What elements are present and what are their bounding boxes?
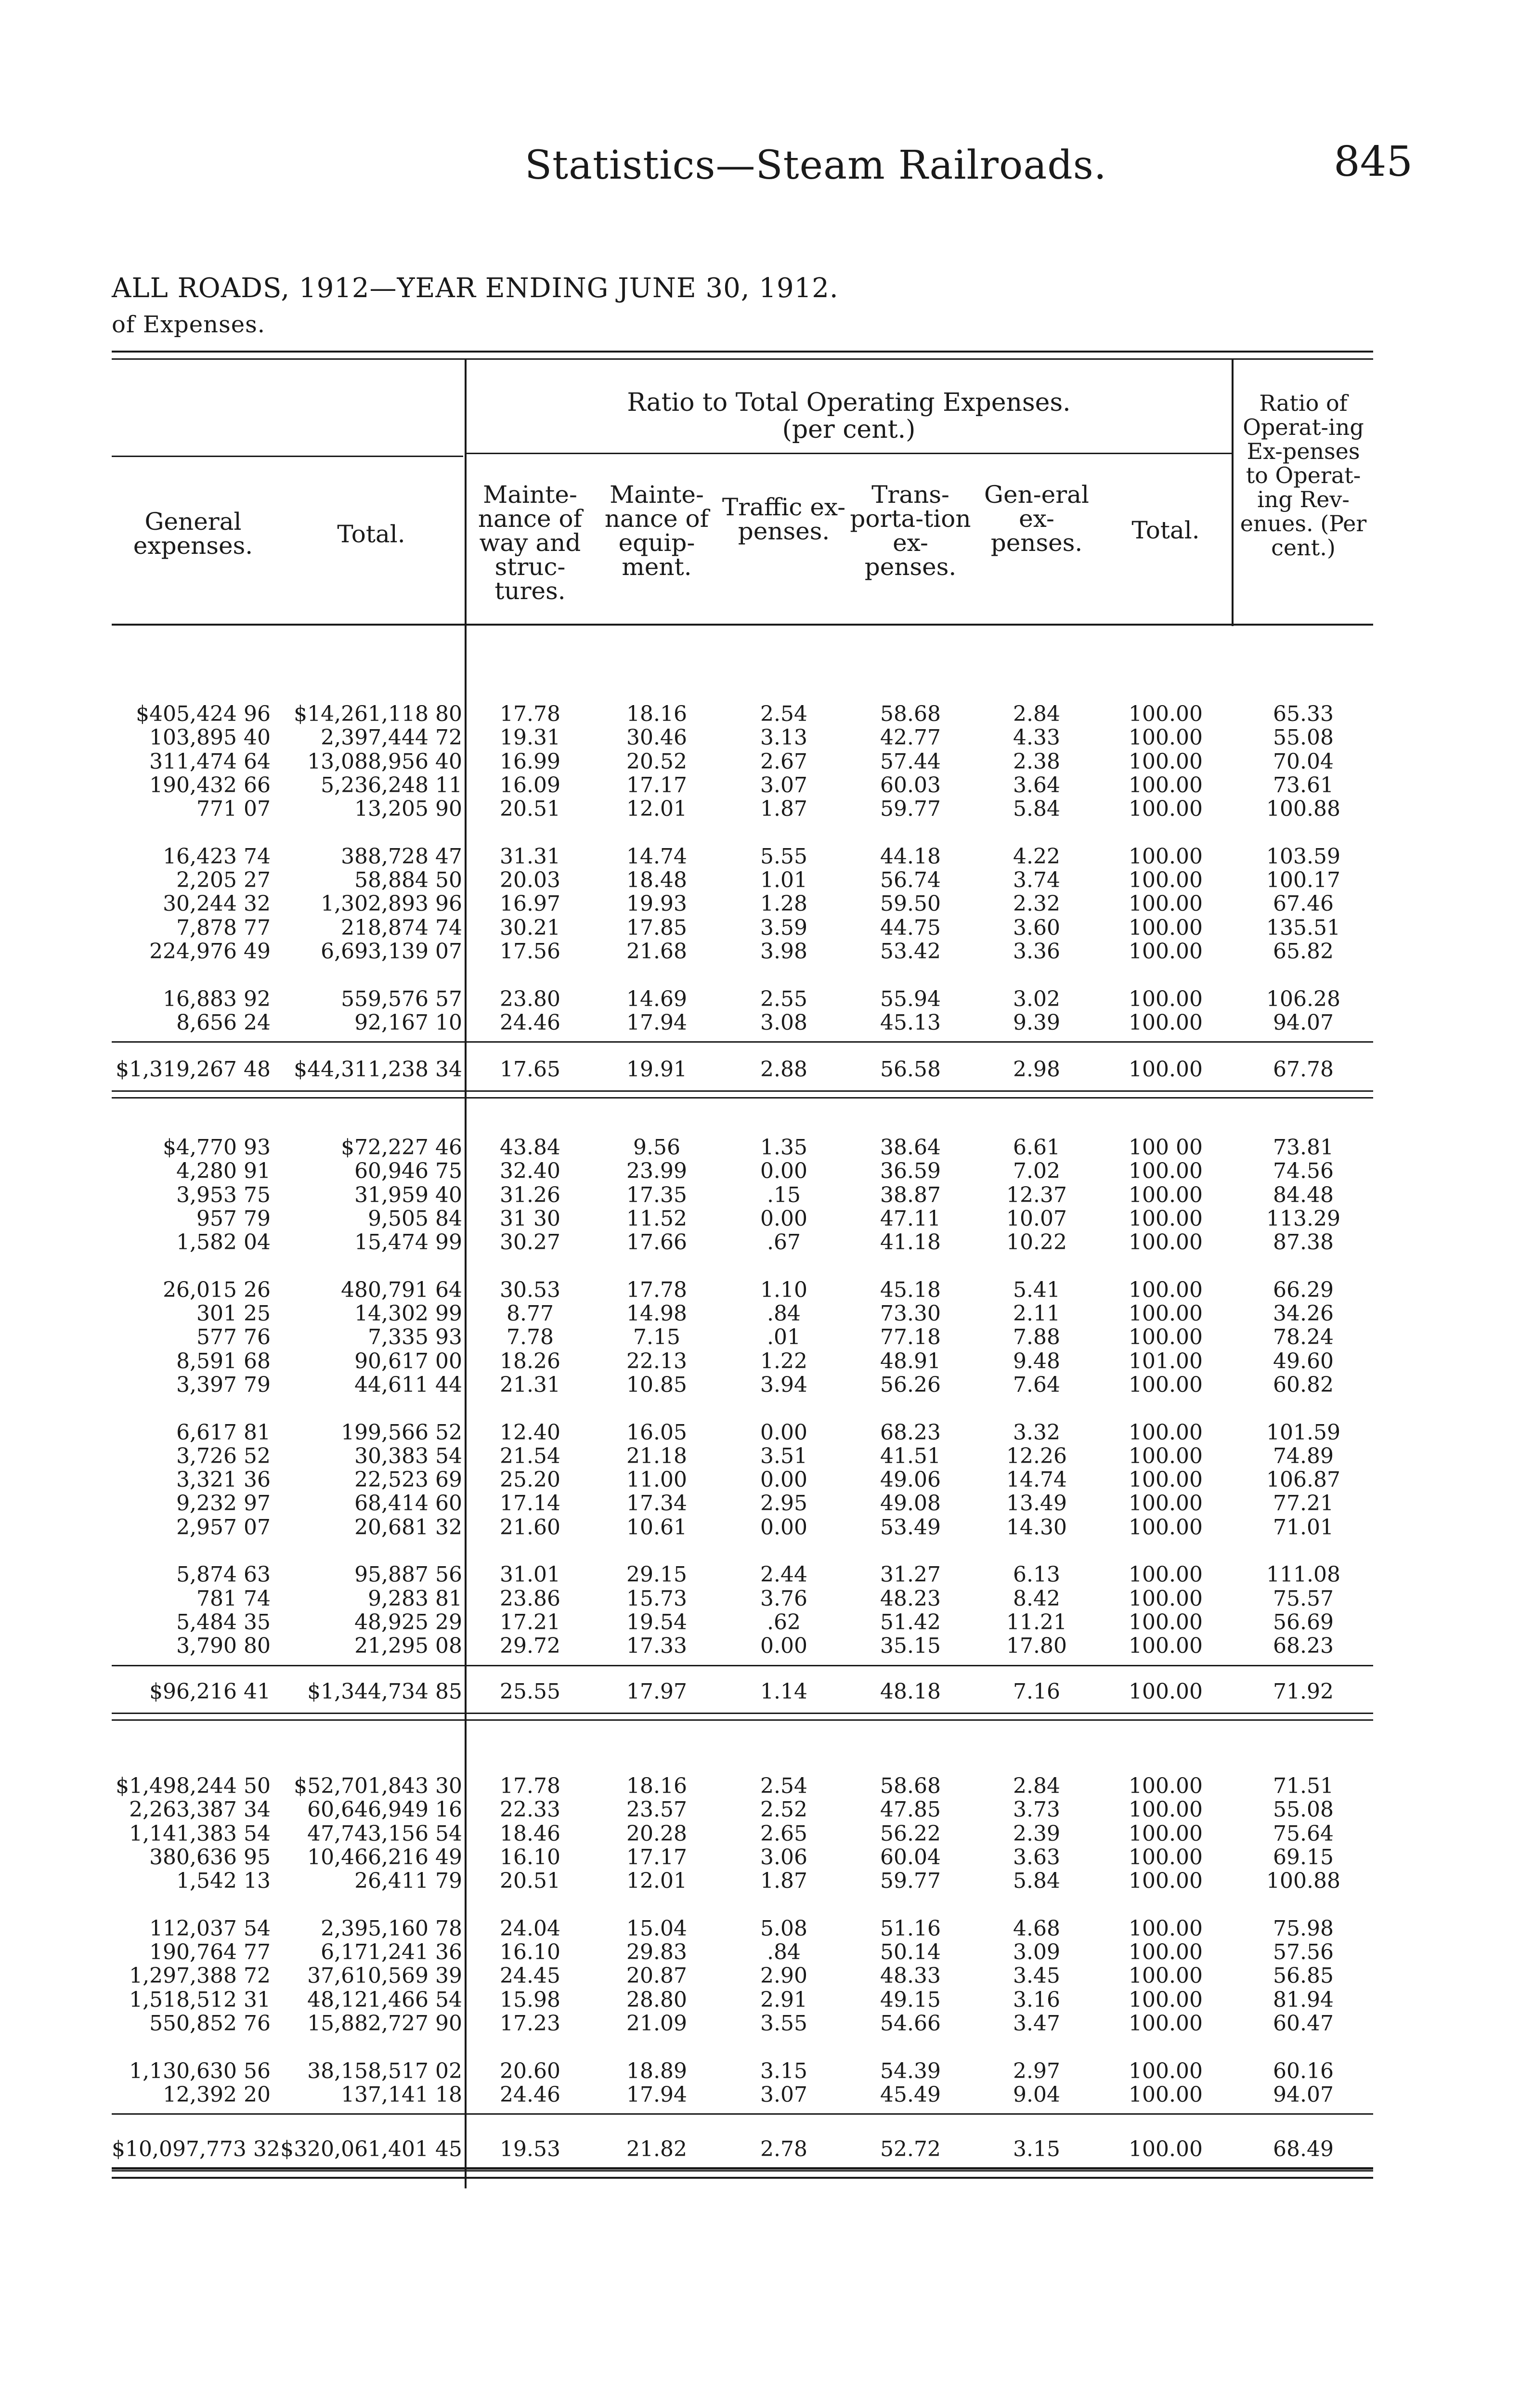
col-general-sum: 3.15 — [1013, 2137, 1060, 2161]
col-maint-equipment: 18.16 23.57 20.28 17.17 12.01 15.04 29.83 20.87 28.80 21.09 18.89 17.94 — [626, 1774, 687, 2107]
col-maint-way-sum: 17.65 — [500, 1057, 560, 1082]
header-general: Gen-eral ex-penses. — [984, 481, 1089, 557]
header-ratio-total: Total. — [1131, 516, 1200, 544]
col-total: $14,261,118 80 2,397,444 72 13,088,956 40 5,236,248 11 13,205 90 388,728 47 58,884 50 1,302,893 96 218,874 74 6,693,139 07 559,576 57 92,167 10 — [294, 702, 462, 1035]
col-maint-way: 43.84 32.40 31.26 31 30 30.27 30.53 8.77 7.78 18.26 21.31 12.40 21.54 25.20 17.14 21.60 31.01 23.86 17.21 29.72 — [500, 1135, 560, 1659]
col-transportation: 38.64 36.59 38.87 47.11 41.18 45.18 73.30 77.18 48.91 56.26 68.23 41.51 49.06 49.08 53.49 31.27 48.23 51.42 35.15 — [880, 1135, 941, 1659]
header-total: Total. — [337, 520, 405, 548]
col-ratio-total: 100.00 100.00 100.00 100.00 100.00 100.00 100.00 100.00 100.00 100.00 100.00 100.00 — [1129, 1774, 1203, 2107]
section-rule — [112, 1719, 1373, 1721]
col-maint-way: 17.78 22.33 18.46 16.10 20.51 24.04 16.10 24.45 15.98 17.23 20.60 24.46 — [500, 1774, 560, 2107]
group-rule — [466, 453, 1232, 454]
col-general-expenses-sum: $10,097,773 32 — [112, 2137, 280, 2161]
col-ratio-revenues: 71.51 55.08 75.64 69.15 100.88 75.98 57.56 56.85 81.94 60.47 60.16 94.07 — [1266, 1774, 1340, 2107]
col-ratio-total-sum: 100.00 — [1129, 2137, 1203, 2161]
header-transportation: Trans-porta-tion ex-penses. — [850, 481, 971, 581]
col-traffic-sum: 2.88 — [760, 1057, 807, 1082]
col-total: $72,227 46 60,946 75 31,959 40 9,505 84 15,474 99 480,791 64 14,302 99 7,335 93 90,617 00 44,611 44 199,566 52 30,383 54 22,523 69 68,414 60 20,681 32 95,887 56 9,283 81 48,925 29 21,295 08 — [341, 1135, 462, 1659]
col-general-expenses: $4,770 93 4,280 91 3,953 75 957 79 1,582 04 26,015 26 301 25 577 76 8,591 68 3,397 79 6,617 81 3,726 52 3,321 36 9,232 97 2,957 07 5,874 63 781 74 5,484 35 3,790 80 — [163, 1135, 271, 1659]
section-rule — [112, 2177, 1373, 2179]
table-subtitle: of Expenses. — [112, 311, 266, 338]
col-general-expenses-sum: $1,319,267 48 — [116, 1057, 271, 1082]
section-rule — [112, 1041, 1373, 1043]
top-rule-2 — [112, 358, 1373, 360]
col-maint-equipment-sum: 17.97 — [626, 1679, 687, 1704]
header-traffic: Traffic ex-penses. — [722, 493, 846, 545]
section-rule — [112, 1665, 1373, 1666]
table-title: ALL ROADS, 1912—YEAR ENDING JUNE 30, 1912. — [112, 273, 839, 304]
col-traffic: 1.35 0.00 .15 0.00 .67 1.10 .84 .01 1.22 3.94 0.00 3.51 0.00 2.95 0.00 2.44 3.76 .62 0.00 — [760, 1135, 807, 1659]
column-divider — [465, 358, 467, 2188]
col-total-sum: $44,311,238 34 — [294, 1057, 462, 1082]
col-general-expenses: $405,424 96 103,895 40 311,474 64 190,432 66 771 07 16,423 74 2,205 27 30,244 32 7,878 77 224,976 49 16,883 92 8,656 24 — [136, 702, 271, 1035]
col-total-sum: $320,061,401 45 — [280, 2137, 462, 2161]
col-ratio-total: 100 00 100.00 100.00 100.00 100.00 100.00 100.00 100.00 101.00 100.00 100.00 100.00 100.00 100.00 100.00 100.00 100.00 100.00 100.00 — [1129, 1135, 1203, 1659]
col-ratio-revenues-sum: 67.78 — [1273, 1057, 1334, 1082]
col-general-expenses-sum: $96,216 41 — [149, 1679, 271, 1704]
col-ratio-total: 100.00 100.00 100.00 100.00 100.00 100.00 100.00 100.00 100.00 100.00 100.00 100.00 — [1129, 702, 1203, 1035]
running-head: Statistics—Steam Railroads. — [525, 143, 1107, 188]
group-heading-sub: (per cent.) — [782, 415, 916, 444]
col-ratio-revenues: 65.33 55.08 70.04 73.61 100.88 103.59 100.17 67.46 135.51 65.82 106.28 94.07 — [1266, 702, 1340, 1035]
col-ratio-total-sum: 100.00 — [1129, 1057, 1203, 1082]
col-traffic: 2.54 2.52 2.65 3.06 1.87 5.08 .84 2.90 2.91 3.55 3.15 3.07 — [760, 1774, 807, 2107]
col-transportation-sum: 56.58 — [880, 1057, 941, 1082]
col-maint-way: 17.78 19.31 16.99 16.09 20.51 31.31 20.03 16.97 30.21 17.56 23.80 24.46 — [500, 702, 560, 1035]
section-rule — [112, 2170, 1373, 2172]
col-traffic-sum: 2.78 — [760, 2137, 807, 2161]
col-transportation: 58.68 42.77 57.44 60.03 59.77 44.18 56.74 59.50 44.75 53.42 55.94 45.13 — [880, 702, 941, 1035]
group-heading: Ratio to Total Operating Expenses. — [627, 388, 1071, 417]
col-ratio-revenues: 73.81 74.56 84.48 113.29 87.38 66.29 34.26 78.24 49.60 60.82 101.59 74.89 106.87 77.21 71.01 111.08 75.57 56.69 68.23 — [1266, 1135, 1340, 1659]
col-traffic: 2.54 3.13 2.67 3.07 1.87 5.55 1.01 1.28 3.59 3.98 2.55 3.08 — [760, 702, 807, 1035]
col-general: 2.84 4.33 2.38 3.64 5.84 4.22 3.74 2.32 3.60 3.36 3.02 9.39 — [1013, 702, 1060, 1035]
section-rule — [112, 1090, 1373, 1092]
col-general-expenses: $1,498,244 50 2,263,387 34 1,141,383 54 380,636 95 1,542 13 112,037 54 190,764 77 1,297,388 72 1,518,512 31 550,852 76 1,130,630 56 12,392 20 — [116, 1774, 271, 2107]
col-ratio-revenues-sum: 71.92 — [1273, 1679, 1334, 1704]
col-general-sum: 2.98 — [1013, 1057, 1060, 1082]
col-maint-way-sum: 19.53 — [500, 2137, 560, 2161]
col-general: 2.84 3.73 2.39 3.63 5.84 4.68 3.09 3.45 3.16 3.47 2.97 9.04 — [1013, 1774, 1060, 2107]
header-maint-equipment: Mainte-nance of equip-ment. — [604, 481, 709, 581]
col-maint-way-sum: 25.55 — [500, 1679, 560, 1704]
col-maint-equipment-sum: 19.91 — [626, 1057, 687, 1082]
section-rule — [112, 1097, 1373, 1099]
col-general-sum: 7.16 — [1013, 1679, 1060, 1704]
col-traffic-sum: 1.14 — [760, 1679, 807, 1704]
col-transportation: 58.68 47.85 56.22 60.04 59.77 51.16 50.14 48.33 49.15 54.66 54.39 45.49 — [880, 1774, 941, 2107]
col-maint-equipment-sum: 21.82 — [626, 2137, 687, 2161]
col-maint-equipment: 9.56 23.99 17.35 11.52 17.66 17.78 14.98 7.15 22.13 10.85 16.05 21.18 11.00 17.34 10.61 29.15 15.73 19.54 17.33 — [626, 1135, 687, 1659]
left-head-rule — [112, 456, 463, 457]
header-ratio-revenues: Ratio of Operat-ing Ex-penses to Operat-ing Rev-enues. (Per cent.) — [1240, 390, 1367, 561]
col-transportation-sum: 48.18 — [880, 1679, 941, 1704]
col-total: $52,701,843 30 60,646,949 16 47,743,156 54 10,466,216 49 26,411 79 2,395,160 78 6,171,241 36 37,610,569 39 48,121,466 54 15,882,727 90 38,158,517 02 137,141 18 — [294, 1774, 462, 2107]
col-maint-equipment: 18.16 30.46 20.52 17.17 12.01 14.74 18.48 19.93 17.85 21.68 14.69 17.94 — [626, 702, 687, 1035]
page-number: 845 — [1334, 138, 1413, 186]
section-rule — [112, 1713, 1373, 1714]
header-general-expenses: General expenses. — [133, 508, 253, 560]
col-general: 6.61 7.02 12.37 10.07 10.22 5.41 2.11 7.88 9.48 7.64 3.32 12.26 14.74 13.49 14.30 6.13 8.42 11.21 17.80 — [1006, 1135, 1067, 1659]
header-bottom-rule — [112, 624, 1373, 626]
col-transportation-sum: 52.72 — [880, 2137, 941, 2161]
section-rule — [112, 2167, 1373, 2170]
header-maint-way: Mainte-nance of way and struc-tures. — [478, 481, 583, 605]
col-ratio-revenues-sum: 68.49 — [1273, 2137, 1334, 2161]
col-ratio-total-sum: 100.00 — [1129, 1679, 1203, 1704]
col-total-sum: $1,344,734 85 — [307, 1679, 462, 1704]
section-rule — [112, 2113, 1373, 2115]
top-rule — [112, 351, 1373, 353]
